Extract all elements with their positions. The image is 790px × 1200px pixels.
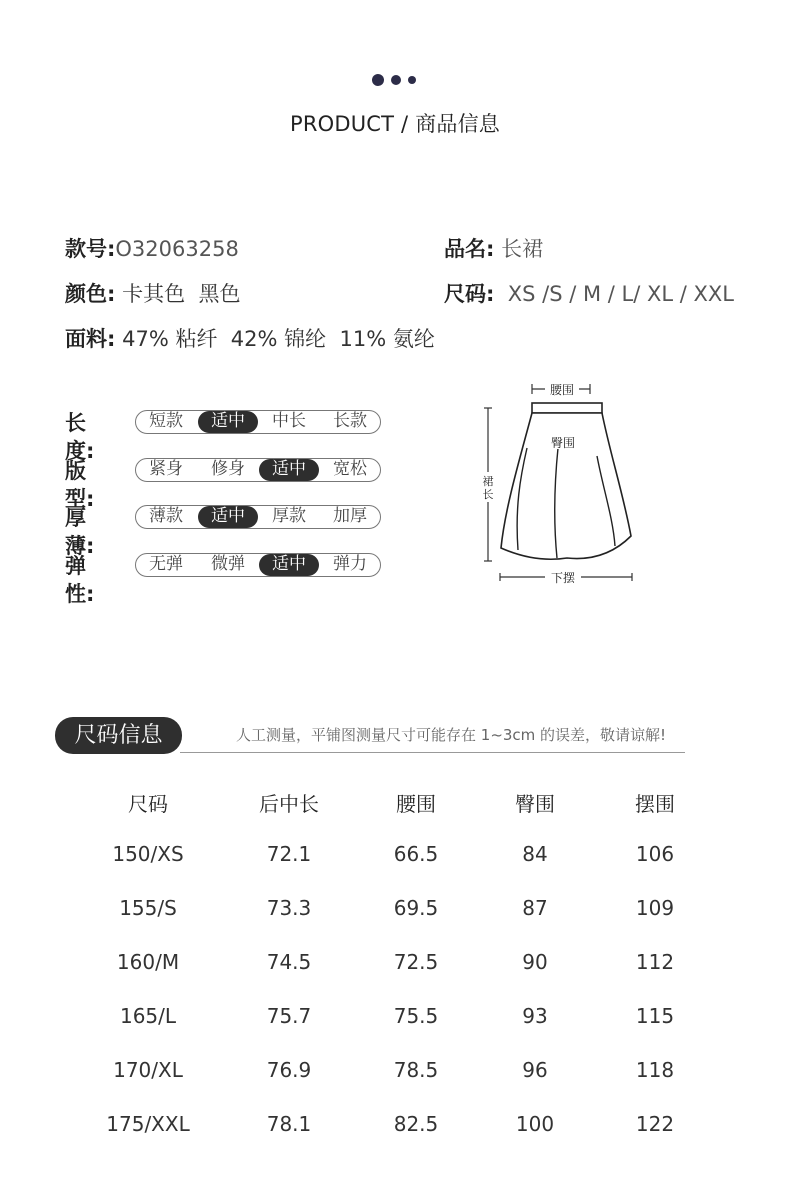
attribute-scale [135, 410, 381, 434]
attribute-option: 弹力 [333, 554, 367, 574]
fabric-row [65, 323, 435, 353]
size-value: XS /S / M / L/ XL / XXL [507, 282, 734, 306]
name-row [444, 233, 543, 263]
table-cell: 175/XXL [106, 1112, 190, 1136]
size-label: 尺码: [444, 282, 495, 306]
attribute-option-selected: 适中 [259, 554, 319, 576]
table-cell: 100 [515, 1112, 555, 1136]
attribute-label: 弹性: [65, 554, 95, 606]
table-cell: 84 [522, 842, 548, 866]
attribute-option: 薄款 [149, 506, 183, 526]
table-cell: 160/M [116, 950, 180, 974]
table-cell: 155/S [119, 896, 177, 920]
table-header-cell: 摆围 [635, 792, 675, 816]
fabric-label: 面料: [65, 327, 116, 351]
section-title: PRODUCT / 商品信息 [289, 112, 501, 136]
header-dots [372, 73, 422, 87]
attribute-option: 加厚 [333, 506, 367, 526]
table-cell: 75.5 [393, 1004, 439, 1028]
color-label: 颜色: [65, 282, 116, 306]
attribute-label: 版型: [65, 459, 95, 511]
attribute-option: 紧身 [149, 459, 183, 479]
attribute-scale [135, 458, 381, 482]
table-cell: 76.9 [266, 1058, 312, 1082]
attribute-option: 微弹 [211, 554, 245, 574]
style-no-row [65, 233, 239, 263]
attribute-option-selected: 适中 [259, 459, 319, 481]
table-cell: 96 [522, 1058, 548, 1082]
table-cell: 93 [522, 1004, 548, 1028]
table-cell: 82.5 [393, 1112, 439, 1136]
divider [180, 752, 685, 753]
table-cell: 118 [635, 1058, 675, 1082]
style-no-label: 款号: [65, 237, 116, 261]
attribute-option: 宽松 [333, 459, 367, 479]
attribute-option-selected: 适中 [198, 411, 258, 433]
attribute-option: 无弹 [149, 554, 183, 574]
color-value: 卡其色 黑色 [122, 282, 241, 306]
hem-label: 下摆 [550, 571, 576, 585]
attribute-label: 厚薄: [65, 506, 95, 558]
table-cell: 73.3 [266, 896, 312, 920]
length-label-top: 裙 [482, 475, 494, 488]
attribute-scale [135, 553, 381, 577]
fabric-value: 47% 粘纤 42% 锦纶 11% 氨纶 [122, 327, 435, 351]
attribute-option: 修身 [211, 459, 245, 479]
attribute-option-selected: 适中 [198, 506, 258, 528]
table-cell: 106 [635, 842, 675, 866]
table-cell: 72.5 [393, 950, 439, 974]
color-row [65, 278, 240, 308]
table-cell: 78.1 [266, 1112, 312, 1136]
dot-icon [408, 76, 416, 84]
measurement-note: 人工测量，平铺图测量尺寸可能存在 1~3cm 的误差，敬请谅解! [236, 726, 667, 744]
attribute-scale [135, 505, 381, 529]
table-cell: 115 [635, 1004, 675, 1028]
table-cell: 69.5 [393, 896, 439, 920]
name-label: 品名: [444, 237, 495, 261]
table-cell: 150/XS [112, 842, 184, 866]
length-label-bottom: 长 [482, 488, 494, 501]
table-cell: 112 [635, 950, 675, 974]
table-cell: 75.7 [266, 1004, 312, 1028]
waist-label: 腰围 [549, 383, 575, 397]
table-header-cell: 尺码 [128, 792, 168, 816]
hip-label: 臀围 [550, 436, 576, 450]
table-cell: 170/XL [113, 1058, 183, 1082]
skirt-diagram [475, 378, 645, 588]
dot-icon [391, 75, 401, 85]
attribute-option: 长款 [333, 411, 367, 431]
style-no-value: O32063258 [115, 237, 239, 261]
name-value: 长裙 [501, 237, 544, 261]
attribute-option: 厚款 [272, 506, 306, 526]
table-header-cell: 后中长 [259, 792, 319, 816]
dot-icon [372, 74, 384, 86]
table-cell: 122 [635, 1112, 675, 1136]
table-cell: 90 [522, 950, 548, 974]
table-header-cell: 臀围 [515, 792, 555, 816]
attribute-option: 中长 [272, 411, 306, 431]
table-cell: 87 [522, 896, 548, 920]
size-info-tag: 尺码信息 [55, 717, 182, 754]
table-cell: 74.5 [266, 950, 312, 974]
table-cell: 66.5 [393, 842, 439, 866]
attribute-label: 长度: [65, 411, 95, 463]
table-cell: 78.5 [393, 1058, 439, 1082]
attribute-option: 短款 [149, 411, 183, 431]
table-cell: 72.1 [266, 842, 312, 866]
table-header-cell: 腰围 [396, 792, 436, 816]
table-cell: 165/L [119, 1004, 177, 1028]
size-row [444, 278, 734, 308]
table-cell: 109 [635, 896, 675, 920]
